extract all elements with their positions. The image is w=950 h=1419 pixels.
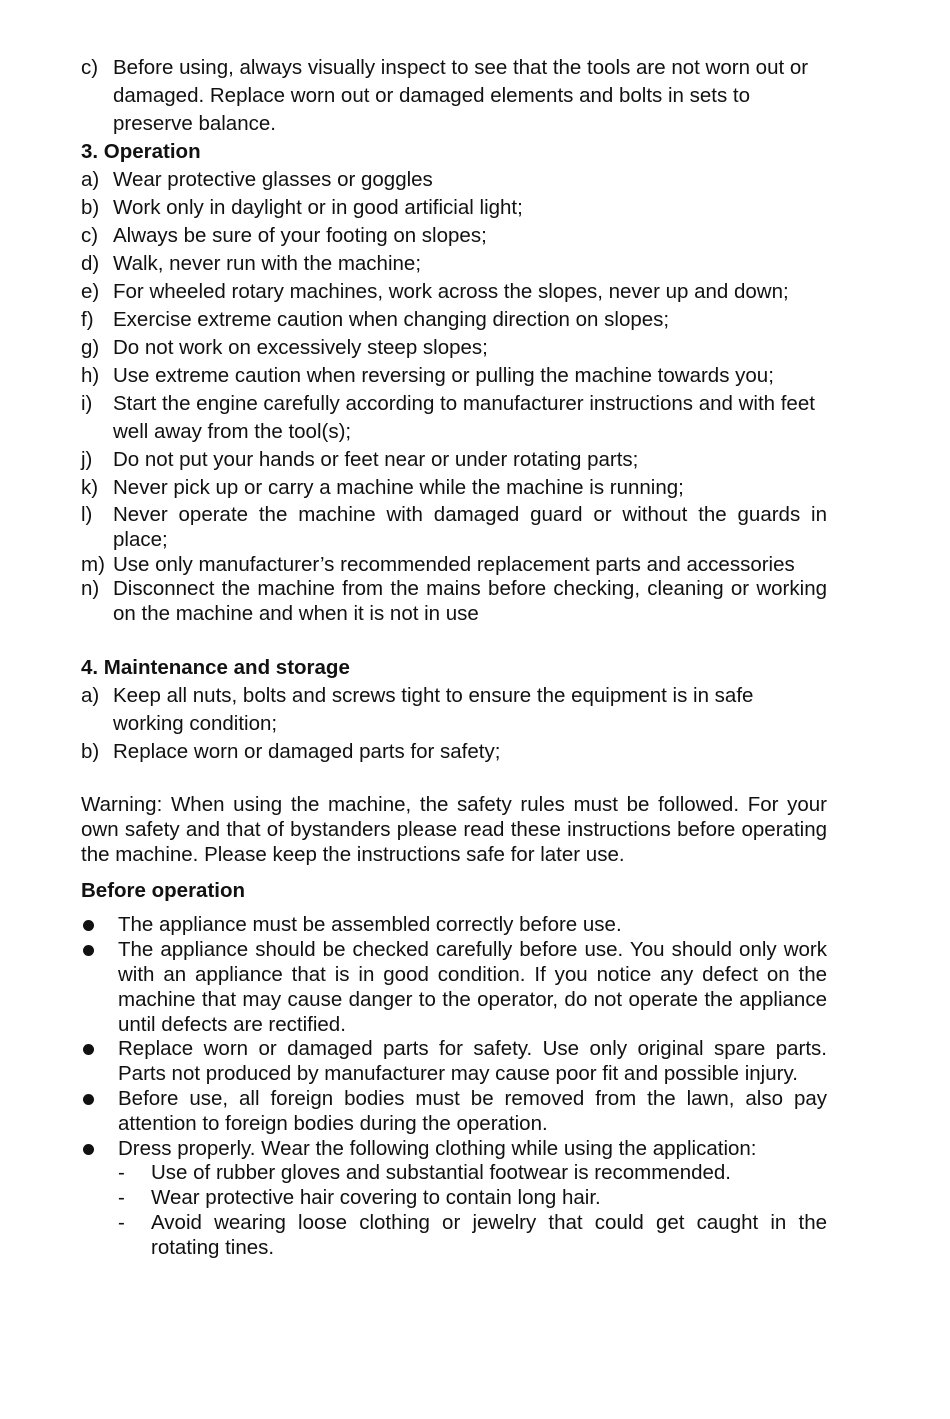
list-item-label: l) bbox=[81, 503, 93, 526]
list-item-label: e) bbox=[81, 280, 100, 303]
bullet-text: Dress properly. Wear the following clothing while using the application: bbox=[118, 1136, 757, 1160]
list-item bbox=[81, 54, 827, 138]
list-item-label: h) bbox=[81, 364, 100, 387]
maintenance-list bbox=[81, 682, 827, 766]
list-item-text: Before using, always visually inspect to see that the tools are not worn out or damaged. Replace worn out or damaged elements and bolts in sets to preserve balance. bbox=[113, 56, 809, 135]
operation-list bbox=[81, 166, 827, 627]
list-item bbox=[81, 474, 827, 502]
list-item-label: j) bbox=[81, 448, 93, 471]
section-heading-maintenance: 4. Maintenance and storage bbox=[81, 655, 350, 679]
bullet-text: Replace worn or damaged parts for safety. Use only original spare parts. Parts not produced by manufacturer may cause poor fit and possible injury. bbox=[118, 1037, 827, 1086]
list-item bbox=[81, 194, 827, 222]
list-item-text: Wear protective glasses or goggles bbox=[113, 168, 433, 191]
list-item-text: Never pick up or carry a machine while the machine is running; bbox=[113, 476, 684, 499]
list-item-label: b) bbox=[81, 739, 100, 763]
list-item-label: f) bbox=[81, 308, 94, 331]
list-item bbox=[81, 390, 827, 446]
list-item bbox=[81, 278, 827, 306]
list-item-text: Use only manufacturer’s recommended replacement parts and accessories bbox=[113, 552, 795, 576]
bullet-text: The appliance must be assembled correctly before use. bbox=[118, 913, 622, 937]
document-page bbox=[81, 54, 827, 1261]
list-item bbox=[81, 503, 827, 553]
list-item bbox=[81, 738, 827, 766]
list-item bbox=[81, 250, 827, 278]
bullet-item bbox=[81, 1137, 827, 1162]
before-operation-list bbox=[81, 913, 827, 1260]
list-item-text: Never operate the machine with damaged guard or without the guards in place; bbox=[113, 503, 827, 551]
list-item bbox=[81, 306, 827, 334]
list-item bbox=[81, 682, 827, 738]
list-item bbox=[81, 222, 827, 250]
bullet-item bbox=[81, 913, 827, 938]
list-item-text: Do not work on excessively steep slopes; bbox=[113, 336, 488, 359]
list-item-text: Work only in daylight or in good artificial light; bbox=[113, 196, 523, 219]
list-item-text: Start the engine carefully according to manufacturer instructions and with feet well away from the tool(s); bbox=[113, 392, 815, 443]
dash-marker: - bbox=[118, 1161, 125, 1185]
sub-item-text: Use of rubber gloves and substantial footwear is recommended. bbox=[151, 1161, 732, 1185]
list-item-text: Exercise extreme caution when changing direction on slopes; bbox=[113, 308, 670, 331]
sub-item-text: Avoid wearing loose clothing or jewelry that could get caught in the rotating tines. bbox=[151, 1210, 827, 1259]
bullet-icon bbox=[81, 938, 118, 1037]
bullet-icon bbox=[81, 1087, 118, 1137]
bullet-icon bbox=[81, 913, 118, 938]
list-item-label: i) bbox=[81, 392, 93, 415]
bullet-text: The appliance should be checked carefully before use. You should only work with an appliance that is in good condition. If you notice any defect on the machine that may cause danger to the operator, do not operate the appliance until defects are rectified. bbox=[118, 938, 827, 1036]
list-item-label: a) bbox=[81, 683, 100, 707]
list-item-text: For wheeled rotary machines, work across the slopes, never up and down; bbox=[113, 280, 789, 303]
list-item-text: Replace worn or damaged parts for safety; bbox=[113, 739, 501, 763]
bullet-text: Before use, all foreign bodies must be removed from the lawn, also pay attention to foreign bodies during the operation. bbox=[118, 1086, 827, 1135]
list-item-text: Use extreme caution when reversing or pulling the machine towards you; bbox=[113, 364, 774, 387]
list-item-text: Disconnect the machine from the mains before checking, cleaning or working on the machine and when it is not in use bbox=[113, 577, 827, 626]
list-item-label: m) bbox=[81, 552, 105, 576]
dash-marker: - bbox=[118, 1186, 125, 1210]
sub-item-text: Wear protective hair covering to contain long hair. bbox=[151, 1186, 601, 1210]
list-item-label: k) bbox=[81, 476, 99, 499]
list-item-text: Do not put your hands or feet near or under rotating parts; bbox=[113, 448, 639, 471]
dash-marker: - bbox=[118, 1210, 125, 1234]
bullet-item bbox=[81, 1087, 827, 1137]
warning-paragraph: Warning: When using the machine, the safety rules must be followed. For your own safety and that of bystanders please read these instructions before operating the machine. Please keep the instructions safe for later use. bbox=[81, 792, 827, 866]
list-item bbox=[81, 553, 827, 578]
list-item-label: n) bbox=[81, 577, 100, 601]
sub-item bbox=[81, 1161, 827, 1186]
bullet-icon bbox=[81, 1037, 118, 1087]
sub-item bbox=[81, 1186, 827, 1211]
bullet-item bbox=[81, 1037, 827, 1087]
list-item bbox=[81, 334, 827, 362]
bullet-item bbox=[81, 938, 827, 1037]
list-item-text: Always be sure of your footing on slopes; bbox=[113, 224, 487, 247]
list-item-text: Keep all nuts, bolts and screws tight to ensure the equipment is in safe working condition; bbox=[113, 683, 754, 735]
bullet-icon bbox=[81, 1137, 118, 1162]
list-item-label: c) bbox=[81, 224, 99, 247]
list-item-label: a) bbox=[81, 168, 100, 191]
list-item bbox=[81, 446, 827, 474]
list-item bbox=[81, 362, 827, 390]
list-item-text: Walk, never run with the machine; bbox=[113, 252, 422, 275]
list-item bbox=[81, 577, 827, 627]
sub-item bbox=[81, 1211, 827, 1261]
list-item bbox=[81, 166, 827, 194]
list-item-label: g) bbox=[81, 336, 100, 359]
list-item-label: c) bbox=[81, 56, 99, 79]
list-item-label: d) bbox=[81, 252, 100, 275]
section-heading-operation: 3. Operation bbox=[81, 140, 201, 163]
list-item-label: b) bbox=[81, 196, 100, 219]
section-heading-before-operation: Before operation bbox=[81, 879, 246, 903]
